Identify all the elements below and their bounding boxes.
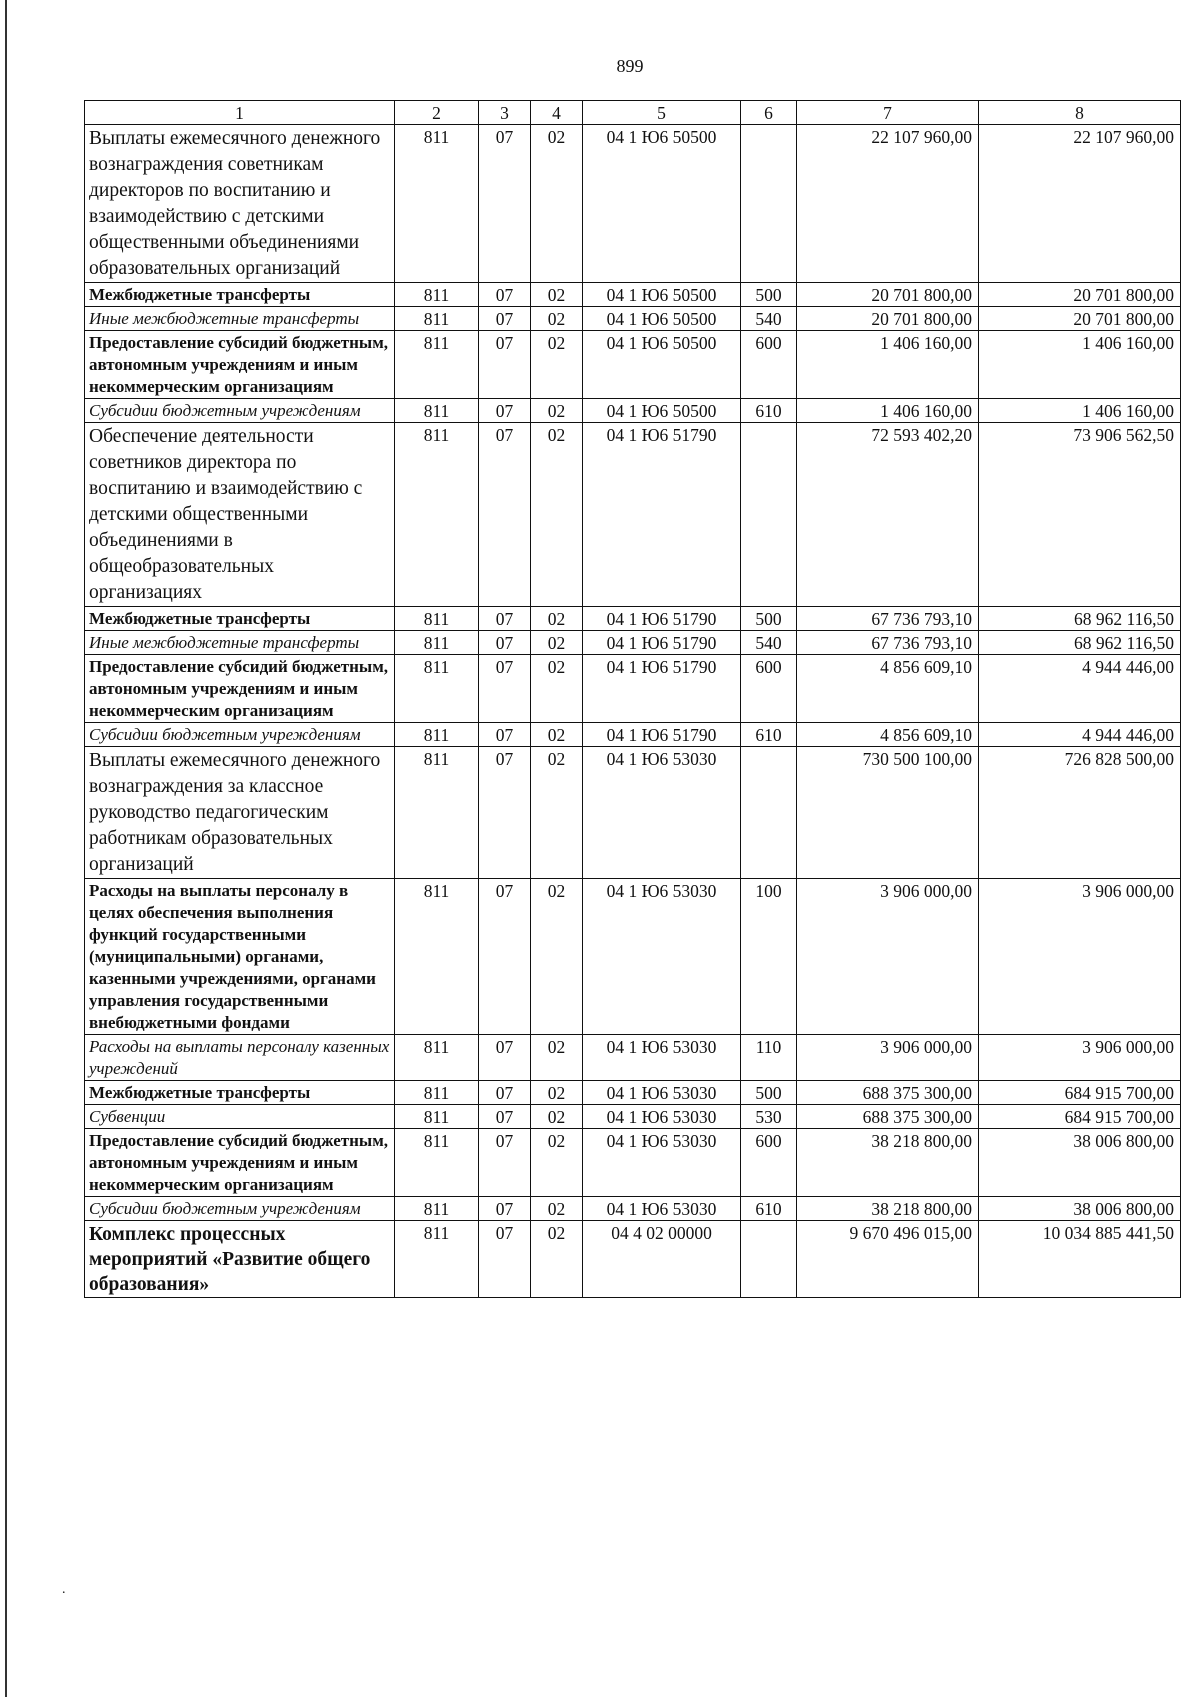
expense-type-cell: 110	[741, 1035, 797, 1081]
expense-type-cell	[741, 423, 797, 607]
expense-type-cell	[741, 1221, 797, 1298]
row-name-cell: Комплекс процессных мероприятий «Развитие общего образования»	[85, 1221, 395, 1298]
admin-code-cell: 811	[395, 747, 479, 879]
row-name-cell: Расходы на выплаты персоналу в целях обеспечения выполнения функций государственными (муниципальными) органами, казенными учреждениями, органами управления государственными внебюджетными фондами	[85, 879, 395, 1035]
expense-type-cell: 610	[741, 399, 797, 423]
subsection-cell: 02	[531, 1221, 583, 1298]
section-cell: 07	[479, 307, 531, 331]
table-row	[85, 631, 1181, 655]
admin-code-cell: 811	[395, 723, 479, 747]
section-cell: 07	[479, 283, 531, 307]
table-row	[85, 283, 1181, 307]
expense-type-cell: 600	[741, 1129, 797, 1197]
section-cell: 07	[479, 879, 531, 1035]
subsection-cell: 02	[531, 879, 583, 1035]
table-row	[85, 399, 1181, 423]
section-cell: 07	[479, 423, 531, 607]
admin-code-cell: 811	[395, 331, 479, 399]
amount-year2-cell: 68 962 116,50	[979, 631, 1181, 655]
subsection-cell: 02	[531, 423, 583, 607]
target-article-cell: 04 1 Ю6 50500	[583, 307, 741, 331]
table-row	[85, 1081, 1181, 1105]
amount-year2-cell: 20 701 800,00	[979, 283, 1181, 307]
amount-year1-cell: 9 670 496 015,00	[797, 1221, 979, 1298]
subsection-cell: 02	[531, 1081, 583, 1105]
amount-year1-cell: 730 500 100,00	[797, 747, 979, 879]
amount-year1-cell: 38 218 800,00	[797, 1197, 979, 1221]
target-article-cell: 04 1 Ю6 51790	[583, 607, 741, 631]
amount-year2-cell: 22 107 960,00	[979, 125, 1181, 283]
amount-year2-cell: 3 906 000,00	[979, 1035, 1181, 1081]
subsection-cell: 02	[531, 631, 583, 655]
subsection-cell: 02	[531, 399, 583, 423]
row-name-cell: Иные межбюджетные трансферты	[85, 631, 395, 655]
section-cell: 07	[479, 125, 531, 283]
amount-year1-cell: 38 218 800,00	[797, 1129, 979, 1197]
amount-year2-cell: 38 006 800,00	[979, 1197, 1181, 1221]
table-row	[85, 423, 1181, 607]
admin-code-cell: 811	[395, 125, 479, 283]
admin-code-cell: 811	[395, 1197, 479, 1221]
amount-year2-cell: 1 406 160,00	[979, 331, 1181, 399]
amount-year1-cell: 1 406 160,00	[797, 399, 979, 423]
admin-code-cell: 811	[395, 1105, 479, 1129]
header-cell: 5	[583, 101, 741, 125]
table-row	[85, 1197, 1181, 1221]
section-cell: 07	[479, 747, 531, 879]
amount-year2-cell: 4 944 446,00	[979, 723, 1181, 747]
admin-code-cell: 811	[395, 307, 479, 331]
admin-code-cell: 811	[395, 1081, 479, 1105]
row-name-cell: Межбюджетные трансферты	[85, 1081, 395, 1105]
amount-year1-cell: 20 701 800,00	[797, 307, 979, 331]
header-cell: 7	[797, 101, 979, 125]
header-cell: 6	[741, 101, 797, 125]
expense-type-cell: 600	[741, 331, 797, 399]
row-name-cell: Предоставление субсидий бюджетным, автономным учреждениям и иным некоммерческим организациям	[85, 1129, 395, 1197]
admin-code-cell: 811	[395, 423, 479, 607]
amount-year1-cell: 3 906 000,00	[797, 879, 979, 1035]
subsection-cell: 02	[531, 331, 583, 399]
subsection-cell: 02	[531, 125, 583, 283]
admin-code-cell: 811	[395, 607, 479, 631]
expense-type-cell: 500	[741, 1081, 797, 1105]
header-cell: 3	[479, 101, 531, 125]
row-name-cell: Предоставление субсидий бюджетным, автономным учреждениям и иным некоммерческим организациям	[85, 331, 395, 399]
subsection-cell: 02	[531, 1035, 583, 1081]
row-name-cell: Межбюджетные трансферты	[85, 283, 395, 307]
budget-table	[84, 100, 1181, 1298]
target-article-cell: 04 1 Ю6 50500	[583, 125, 741, 283]
table-header-row	[85, 101, 1181, 125]
subsection-cell: 02	[531, 723, 583, 747]
table-row	[85, 1035, 1181, 1081]
table-row	[85, 331, 1181, 399]
table-row	[85, 1221, 1181, 1298]
target-article-cell: 04 1 Ю6 51790	[583, 723, 741, 747]
admin-code-cell: 811	[395, 655, 479, 723]
page-number: 899	[616, 56, 644, 76]
table-row	[85, 307, 1181, 331]
subsection-cell: 02	[531, 1197, 583, 1221]
amount-year2-cell: 684 915 700,00	[979, 1105, 1181, 1129]
section-cell: 07	[479, 1105, 531, 1129]
amount-year2-cell: 38 006 800,00	[979, 1129, 1181, 1197]
bottom-mark: .	[62, 1582, 66, 1597]
table-row	[85, 655, 1181, 723]
target-article-cell: 04 1 Ю6 51790	[583, 423, 741, 607]
amount-year1-cell: 688 375 300,00	[797, 1081, 979, 1105]
row-name-cell: Расходы на выплаты персоналу казенных учреждений	[85, 1035, 395, 1081]
subsection-cell: 02	[531, 655, 583, 723]
header-cell: 4	[531, 101, 583, 125]
target-article-cell: 04 1 Ю6 50500	[583, 331, 741, 399]
target-article-cell: 04 1 Ю6 51790	[583, 631, 741, 655]
amount-year1-cell: 67 736 793,10	[797, 607, 979, 631]
amount-year2-cell: 73 906 562,50	[979, 423, 1181, 607]
section-cell: 07	[479, 631, 531, 655]
section-cell: 07	[479, 1035, 531, 1081]
amount-year1-cell: 4 856 609,10	[797, 723, 979, 747]
admin-code-cell: 811	[395, 1221, 479, 1298]
table-row	[85, 879, 1181, 1035]
header-cell: 1	[85, 101, 395, 125]
admin-code-cell: 811	[395, 399, 479, 423]
section-cell: 07	[479, 399, 531, 423]
section-cell: 07	[479, 331, 531, 399]
amount-year2-cell: 68 962 116,50	[979, 607, 1181, 631]
expense-type-cell: 540	[741, 631, 797, 655]
expense-type-cell: 600	[741, 655, 797, 723]
table-row	[85, 723, 1181, 747]
subsection-cell: 02	[531, 607, 583, 631]
expense-type-cell: 610	[741, 1197, 797, 1221]
admin-code-cell: 811	[395, 631, 479, 655]
subsection-cell: 02	[531, 307, 583, 331]
expense-type-cell: 500	[741, 283, 797, 307]
amount-year1-cell: 688 375 300,00	[797, 1105, 979, 1129]
amount-year2-cell: 684 915 700,00	[979, 1081, 1181, 1105]
expense-type-cell: 610	[741, 723, 797, 747]
row-name-cell: Субсидии бюджетным учреждениям	[85, 399, 395, 423]
subsection-cell: 02	[531, 283, 583, 307]
target-article-cell: 04 1 Ю6 53030	[583, 1105, 741, 1129]
expense-type-cell: 530	[741, 1105, 797, 1129]
target-article-cell: 04 1 Ю6 53030	[583, 879, 741, 1035]
section-cell: 07	[479, 1221, 531, 1298]
amount-year2-cell: 726 828 500,00	[979, 747, 1181, 879]
expense-type-cell: 540	[741, 307, 797, 331]
section-cell: 07	[479, 1081, 531, 1105]
row-name-cell: Обеспечение деятельности советников директора по воспитанию и взаимодействию с детскими общественными объединениями в общеобразовательных организациях	[85, 423, 395, 607]
amount-year2-cell: 3 906 000,00	[979, 879, 1181, 1035]
row-name-cell: Субсидии бюджетным учреждениям	[85, 1197, 395, 1221]
admin-code-cell: 811	[395, 1129, 479, 1197]
amount-year1-cell: 20 701 800,00	[797, 283, 979, 307]
section-cell: 07	[479, 1129, 531, 1197]
expense-type-cell: 500	[741, 607, 797, 631]
table-row	[85, 747, 1181, 879]
target-article-cell: 04 1 Ю6 50500	[583, 283, 741, 307]
amount-year1-cell: 72 593 402,20	[797, 423, 979, 607]
target-article-cell: 04 1 Ю6 53030	[583, 747, 741, 879]
header-cell: 2	[395, 101, 479, 125]
row-name-cell: Предоставление субсидий бюджетным, автономным учреждениям и иным некоммерческим организациям	[85, 655, 395, 723]
subsection-cell: 02	[531, 1129, 583, 1197]
expense-type-cell	[741, 747, 797, 879]
admin-code-cell: 811	[395, 1035, 479, 1081]
admin-code-cell: 811	[395, 879, 479, 1035]
row-name-cell: Межбюджетные трансферты	[85, 607, 395, 631]
subsection-cell: 02	[531, 1105, 583, 1129]
amount-year2-cell: 4 944 446,00	[979, 655, 1181, 723]
row-name-cell: Выплаты ежемесячного денежного вознаграждения за классное руководство педагогическим работникам образовательных организаций	[85, 747, 395, 879]
expense-type-cell	[741, 125, 797, 283]
amount-year1-cell: 3 906 000,00	[797, 1035, 979, 1081]
amount-year1-cell: 1 406 160,00	[797, 331, 979, 399]
amount-year1-cell: 4 856 609,10	[797, 655, 979, 723]
target-article-cell: 04 1 Ю6 51790	[583, 655, 741, 723]
table-row	[85, 1105, 1181, 1129]
amount-year2-cell: 20 701 800,00	[979, 307, 1181, 331]
section-cell: 07	[479, 607, 531, 631]
row-name-cell: Субсидии бюджетным учреждениям	[85, 723, 395, 747]
expense-type-cell: 100	[741, 879, 797, 1035]
amount-year1-cell: 22 107 960,00	[797, 125, 979, 283]
target-article-cell: 04 1 Ю6 53030	[583, 1081, 741, 1105]
row-name-cell: Выплаты ежемесячного денежного вознаграждения советникам директоров по воспитанию и взаимодействию с детскими общественными объединениями образовательных организаций	[85, 125, 395, 283]
table-row	[85, 607, 1181, 631]
admin-code-cell: 811	[395, 283, 479, 307]
table-row	[85, 125, 1181, 283]
row-name-cell: Субвенции	[85, 1105, 395, 1129]
target-article-cell: 04 1 Ю6 53030	[583, 1197, 741, 1221]
table-row	[85, 1129, 1181, 1197]
section-cell: 07	[479, 1197, 531, 1221]
target-article-cell: 04 1 Ю6 53030	[583, 1035, 741, 1081]
amount-year2-cell: 10 034 885 441,50	[979, 1221, 1181, 1298]
target-article-cell: 04 1 Ю6 53030	[583, 1129, 741, 1197]
target-article-cell: 04 4 02 00000	[583, 1221, 741, 1298]
amount-year1-cell: 67 736 793,10	[797, 631, 979, 655]
amount-year2-cell: 1 406 160,00	[979, 399, 1181, 423]
section-cell: 07	[479, 723, 531, 747]
header-cell: 8	[979, 101, 1181, 125]
section-cell: 07	[479, 655, 531, 723]
row-name-cell: Иные межбюджетные трансферты	[85, 307, 395, 331]
target-article-cell: 04 1 Ю6 50500	[583, 399, 741, 423]
subsection-cell: 02	[531, 747, 583, 879]
